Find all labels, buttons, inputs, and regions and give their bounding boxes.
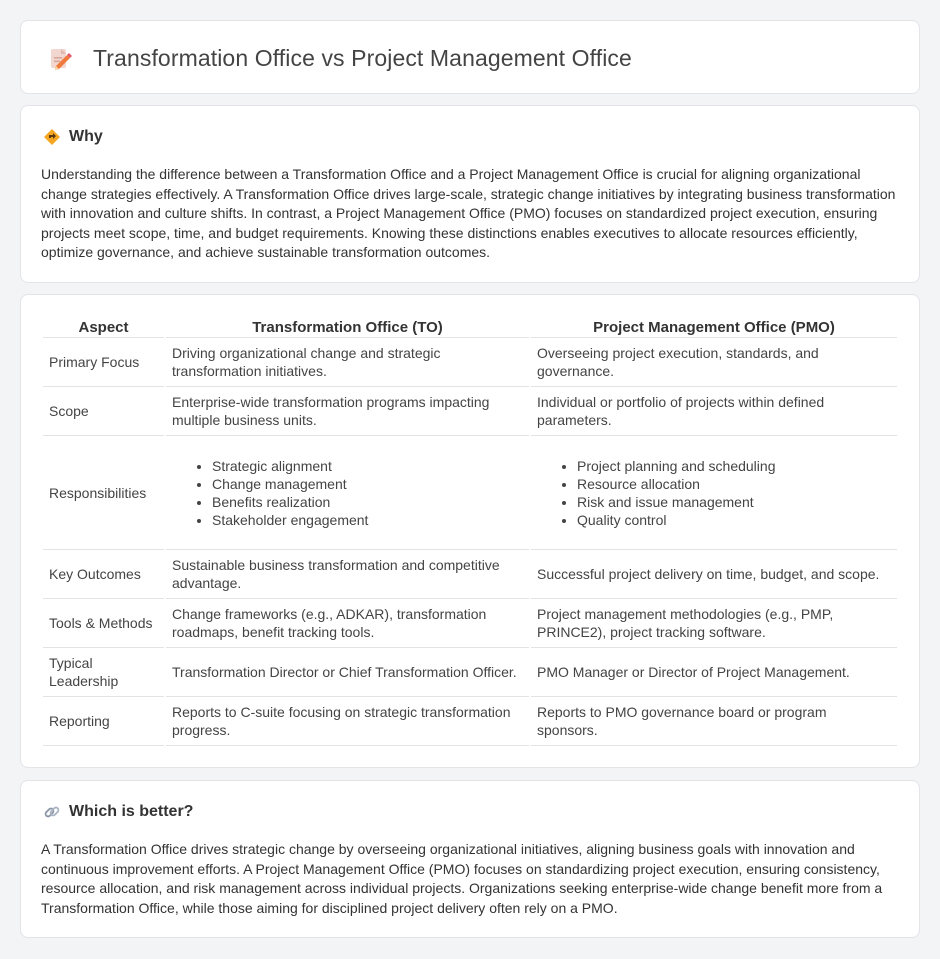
comparison-table bbox=[41, 314, 899, 746]
table-row bbox=[43, 338, 897, 387]
to-cell bbox=[166, 436, 529, 550]
why-card bbox=[20, 105, 920, 283]
aspect-cell: Responsibilities bbox=[43, 436, 164, 550]
list-item: • Quality control bbox=[577, 511, 891, 529]
pmo-cell: Project management methodologies (e.g., PMP, PRINCE2), project tracking software. bbox=[531, 599, 897, 648]
to-cell: Reports to C-suite focusing on strategic transformation progress. bbox=[166, 697, 529, 746]
col-header-pmo: Project Management Office (PMO) bbox=[531, 314, 897, 338]
aspect-cell: Scope bbox=[43, 387, 164, 436]
header-card bbox=[20, 20, 920, 94]
list-item: • Strategic alignment bbox=[212, 457, 523, 475]
list-item: • Risk and issue management bbox=[577, 493, 891, 511]
to-cell: Transformation Director or Chief Transformation Officer. bbox=[166, 648, 529, 697]
better-heading: Which is better? bbox=[69, 803, 194, 820]
col-header-to: Transformation Office (TO) bbox=[166, 314, 529, 338]
to-cell: Sustainable business transformation and competitive advantage. bbox=[166, 550, 529, 599]
list-item: • Benefits realization bbox=[212, 493, 523, 511]
pmo-responsibilities-list bbox=[537, 457, 891, 529]
to-cell: Enterprise-wide transformation programs impacting multiple business units. bbox=[166, 387, 529, 436]
table-row bbox=[43, 387, 897, 436]
to-responsibilities-list bbox=[172, 457, 523, 529]
col-header-aspect: Aspect bbox=[43, 314, 164, 338]
table-row bbox=[43, 550, 897, 599]
table-row bbox=[43, 436, 897, 550]
list-item: • Stakeholder engagement bbox=[212, 511, 523, 529]
table-row bbox=[43, 648, 897, 697]
link-icon bbox=[43, 803, 61, 821]
comparison-card bbox=[20, 294, 920, 768]
pencil-document-icon bbox=[47, 46, 73, 72]
aspect-cell: Key Outcomes bbox=[43, 550, 164, 599]
aspect-cell: Tools & Methods bbox=[43, 599, 164, 648]
why-heading: Why bbox=[69, 128, 103, 145]
road-sign-icon bbox=[43, 128, 61, 146]
pmo-cell: Individual or portfolio of projects within defined parameters. bbox=[531, 387, 897, 436]
page-title: Transformation Office vs Project Management Office bbox=[93, 45, 632, 71]
list-item: • Project planning and scheduling bbox=[577, 457, 891, 475]
table-row bbox=[43, 697, 897, 746]
why-text: Understanding the difference between a Transformation Office and a Project Management Office is crucial for aligning organizational change strategies effectively. A Transformation Office drives large-scale, strategic change initiatives by integrating business transformation with innovation and culture shifts. In contrast, a Project Management Office (PMO) focuses on standardized project execution, ensuring projects meet scope, time, and budget requirements. Knowing these distinctions enables executives to allocate resources efficiently, optimize governance, and achieve sustainable transformation outcomes. bbox=[41, 166, 896, 261]
aspect-cell: Reporting bbox=[43, 697, 164, 746]
better-card bbox=[20, 780, 920, 938]
table-header-row bbox=[43, 314, 897, 338]
list-item: • Change management bbox=[212, 475, 523, 493]
pmo-cell bbox=[531, 436, 897, 550]
aspect-cell: Primary Focus bbox=[43, 338, 164, 387]
to-cell: Change frameworks (e.g., ADKAR), transformation roadmaps, benefit tracking tools. bbox=[166, 599, 529, 648]
aspect-cell: Typical Leadership bbox=[43, 648, 164, 697]
to-cell: Driving organizational change and strategic transformation initiatives. bbox=[166, 338, 529, 387]
pmo-cell: Reports to PMO governance board or program sponsors. bbox=[531, 697, 897, 746]
pmo-cell: PMO Manager or Director of Project Management. bbox=[531, 648, 897, 697]
pmo-cell: Successful project delivery on time, budget, and scope. bbox=[531, 550, 897, 599]
list-item: • Resource allocation bbox=[577, 475, 891, 493]
pmo-cell: Overseeing project execution, standards, and governance. bbox=[531, 338, 897, 387]
table-row bbox=[43, 599, 897, 648]
better-text: A Transformation Office drives strategic change by overseeing organizational initiatives, aligning business goals with innovation and continuous improvement efforts. A Project Management Office (PMO) focuses on standardizing project execution, ensuring consistency, resource allocation, and risk management across individual projects. Organizations seeking enterprise-wide change benefit more from a Transformation Office, while those aiming for disciplined project delivery often rely on a PMO. bbox=[41, 841, 883, 916]
